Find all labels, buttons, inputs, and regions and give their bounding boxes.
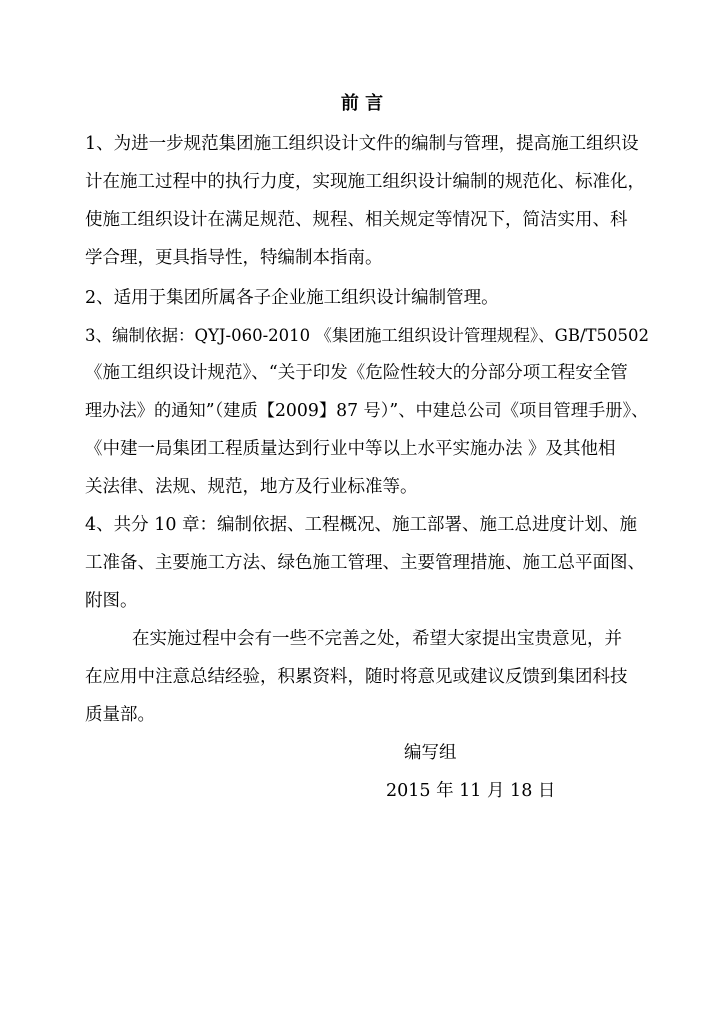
paragraph-4-line-1: 4、共分 10 章：编制依据、工程概况、施工部署、施工总进度计划、施 [85,515,638,535]
closing-paragraph-line-3: 质量部。 [85,705,155,725]
paragraph-1-line-2: 计在施工过程中的执行力度，实现施工组织设计编制的规范化、标准化， [85,172,645,192]
paragraph-3-line-4: 《中建一局集团工程质量达到行业中等以上水平实施办法 》及其他相 [85,439,616,459]
paragraph-4-line-2: 工准备、主要施工方法、绿色施工管理、主要管理措施、施工总平面图、 [85,553,645,573]
author-signature: 编写组 [404,743,457,763]
paragraph-3-line-5: 关法律、法规、规范，地方及行业标准等。 [85,477,418,497]
paragraph-2-line-1: 2、适用于集团所属各子企业施工组织设计编制管理。 [85,288,499,308]
paragraph-3-line-2: 《施工组织设计规范》、“关于印发《危险性较大的分部分项工程安全管 [85,363,628,383]
document-date: 2015 年 11 月 18 日 [386,781,556,801]
closing-paragraph-line-2: 在应用中注意总结经验，积累资料，随时将意见或建议反馈到集团科技 [85,667,628,687]
closing-paragraph-line-1: 在实施过程中会有一些不完善之处，希望大家提出宝贵意见，并 [132,629,622,649]
paragraph-3-line-3: 理办法》的通知”（建质【2009】87 号）”、中建总公司《项目管理手册》、 [85,401,649,421]
paragraph-4-line-3: 附图。 [85,591,138,611]
paragraph-1-line-3: 使施工组织设计在满足规范、规程、相关规定等情况下，简洁实用、科 [85,210,628,230]
paragraph-1-line-4: 学合理，更具指导性，特编制本指南。 [85,248,383,268]
paragraph-3-line-1: 3、编制依据：QYJ-060-2010 《集团施工组织设计管理规程》、GB/T50502 [85,326,650,345]
paragraph-1-line-1: 1、为进一步规范集团施工组织设计文件的编制与管理，提高施工组织设 [85,134,639,154]
page-title: 前 言 [340,93,384,114]
